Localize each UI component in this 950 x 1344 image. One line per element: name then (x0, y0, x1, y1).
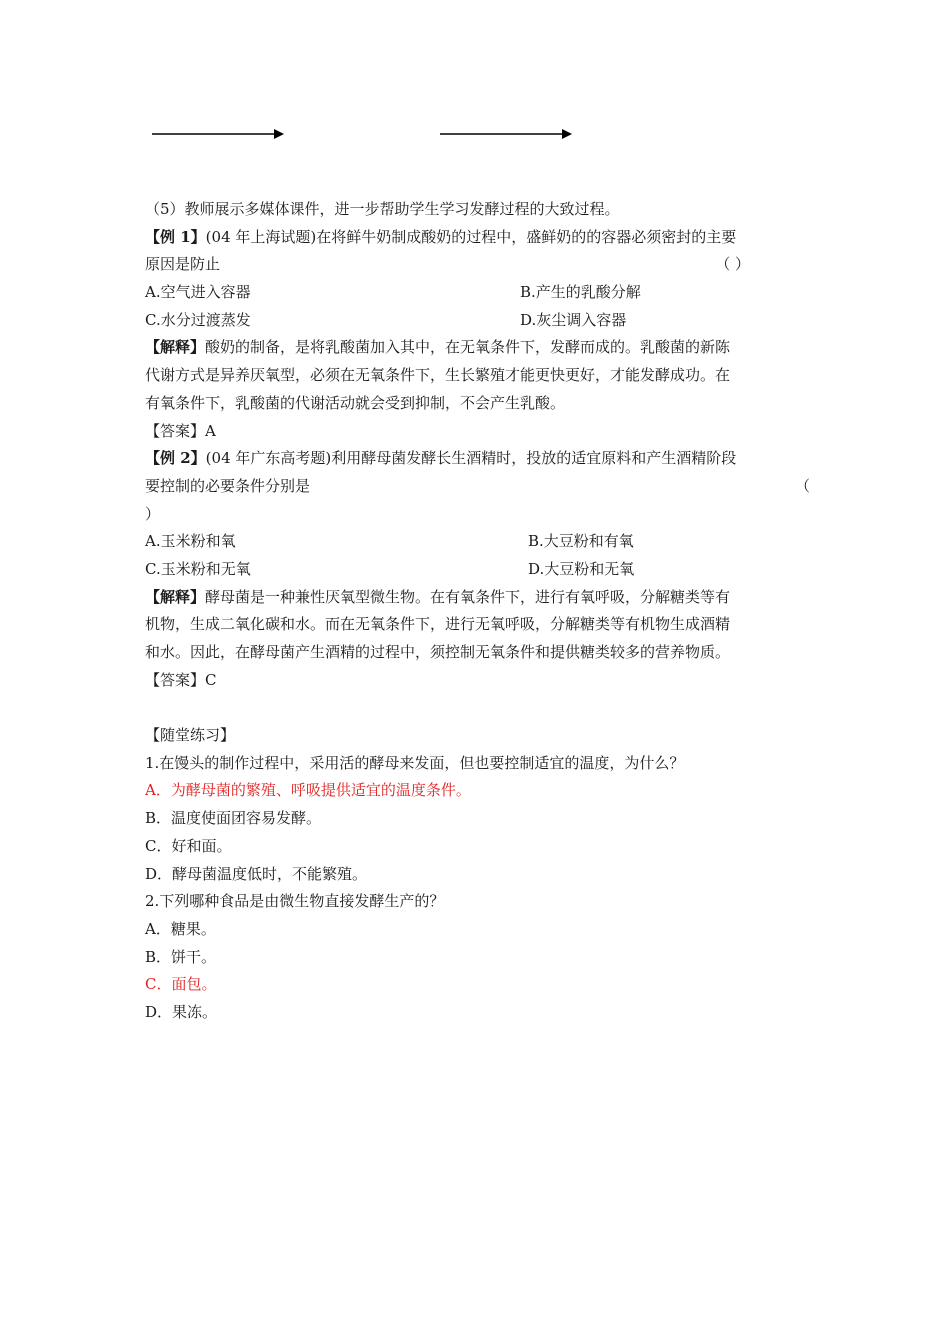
example-2-options-row-2 (145, 556, 810, 584)
practice-heading: 【随堂练习】 (145, 726, 236, 745)
q2-option-c: C．面包。 (145, 975, 217, 994)
explanation-line: 和水。因此，在酵母菌产生酒精的过程中，须控制无氧条件和提供糖类较多的营养物质。 (145, 643, 731, 661)
q2-option-b: B．饼干。 (145, 947, 217, 966)
example-1-options-row-2 (145, 307, 810, 335)
q1-option-d: D．酵母菌温度低时，不能繁殖。 (145, 864, 368, 883)
flow-arrow-1 (152, 127, 284, 141)
explanation-line: 代谢方式是异养厌氧型，必须在无氧条件下，生长繁殖才能更快更好，才能发酵成功。在 (145, 366, 731, 385)
answer-paren-open: （ (794, 476, 810, 495)
option-c: C.水分过渡蒸发 (145, 310, 251, 329)
option-b: B.大豆粉和有氧 (528, 532, 634, 551)
example-1-stem-cont: 原因是防止 （ ） (145, 251, 810, 279)
example-1-stem: 【例 1】(04 年上海试题)在将鲜牛奶制成酸奶的过程中，盛鲜奶的的容器必须密封的主要 (145, 227, 737, 246)
example-2-stem-cont: 要控制的必要条件分别是 （ (145, 473, 810, 501)
q2-option-d: D．果冻。 (145, 1002, 218, 1021)
practice-question-1: 1.在馒头的制作过程中，采用活的酵母来发面，但也要控制适宜的温度，为什么？ (145, 753, 685, 772)
example-2-stem: 【例 2】(04 年广东高考题)利用酵母菌发酵长生酒精时，投放的适宜原料和产生酒精阶段 (145, 449, 737, 468)
explanation-line: 有氧条件下，乳酸菌的代谢活动就会受到抑制，不会产生乳酸。 (145, 393, 566, 412)
flow-arrow-2 (440, 127, 572, 141)
example-2-answer: 【答案】C (145, 670, 217, 689)
example-1-options-row-1 (145, 279, 810, 307)
option-b: B.产生的乳酸分解 (520, 283, 641, 302)
example-2-tag: 【例 2】 (145, 449, 206, 468)
q1-option-b: B．温度使面团容易发酵。 (145, 809, 322, 828)
q1-option-a: A．为酵母菌的繁殖、呼吸提供适宜的温度条件。 (145, 781, 471, 800)
answer-paren: （ ） (715, 255, 750, 274)
answer-paren-close: ） (145, 504, 161, 523)
example-1-answer: 【答案】A (145, 421, 216, 440)
explanation-line: 机物，生成二氧化碳和水。而在无氧条件下，进行无氧呼吸，分解糖类等有机物生成酒精 (145, 615, 731, 634)
document-body (145, 196, 810, 1027)
option-a: A.空气进入容器 (145, 283, 251, 302)
example-1-tag: 【例 1】 (145, 227, 206, 246)
q1-option-c: C．好和面。 (145, 836, 232, 855)
option-d: D.大豆粉和无氧 (528, 559, 635, 578)
example-2-explanation: 【解释】酵母菌是一种兼性厌氧型微生物。在有氧条件下，进行有氧呼吸，分解糖类等有 (145, 587, 731, 606)
option-c: C.玉米粉和无氧 (145, 559, 251, 578)
practice-question-2: 2.下列哪种食品是由微生物直接发酵生产的？ (145, 892, 445, 911)
q2-option-a: A．糖果。 (145, 919, 216, 938)
step-5-text: （5）教师展示多媒体课件，进一步帮助学生学习发酵过程的大致过程。 (145, 200, 620, 218)
example-1-explanation: 【解释】酸奶的制备，是将乳酸菌加入其中，在无氧条件下，发酵而成的。乳酸菌的新陈 (145, 338, 731, 357)
option-a: A.玉米粉和氧 (145, 532, 236, 551)
option-d: D.灰尘调入容器 (520, 310, 627, 329)
example-2-options-row-1 (145, 528, 810, 556)
